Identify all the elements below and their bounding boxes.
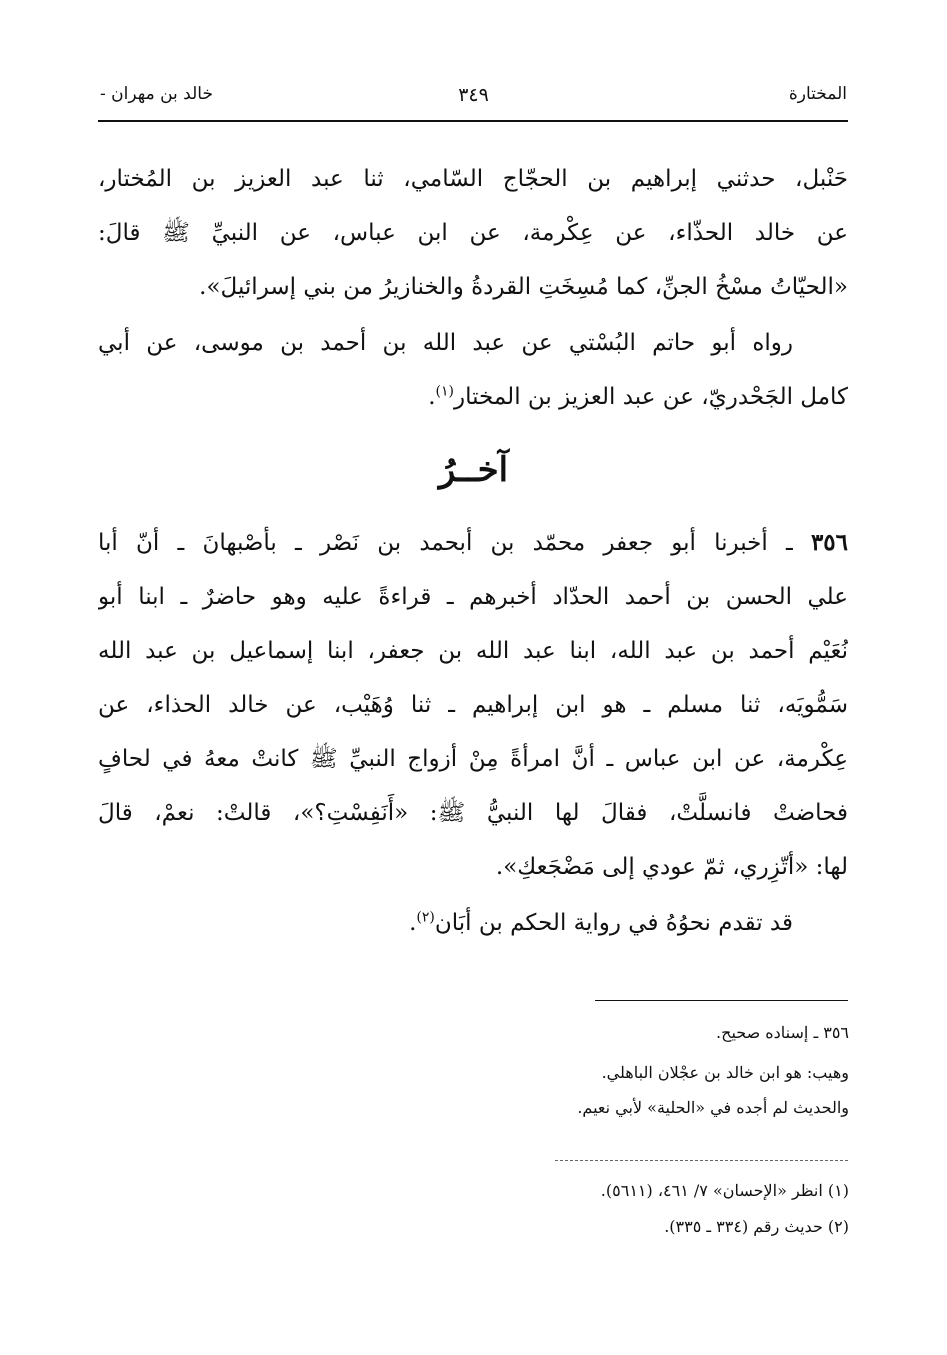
- footnote: (٢) حديث رقم (٣٣٤ ـ ٣٣٥).: [664, 1217, 849, 1236]
- footnotes-separator: [555, 1160, 848, 1161]
- footnote: (١) انظر «الإحسان» ٧/ ٤٦١، (٥٦١١).: [600, 1181, 849, 1200]
- text-line: «الحيّاتُ مسْخُ الجنِّ، كما مُسِخَتِ القردةُ والخنازيرُ من بني إسرائيلَ».: [199, 274, 848, 300]
- text-line: سَمُّويَه، ثنا مسلم ـ هو ابن إبراهيم ـ ثنا وُهَيْب، عن خالد الحذاء، عن: [98, 692, 848, 718]
- text-line: عن خالد الحذّاء، عن عِكْرمة، عن ابن عباس، عن النبيِّ ﷺ قالَ:: [98, 220, 848, 246]
- text-line: قد تقدم نحوُهُ في رواية الحكم بن أبَان$^{(٢)}$.: [409, 909, 793, 936]
- text-line: رواه أبو حاتم البُسْتي عن عبد الله بن أحمد بن موسى، عن أبي: [98, 330, 793, 356]
- text-line: ٣٥٦ ـ أخبرنا أبو جعفر محمّد بن أبحمد بن نَصْر ـ بأصْبهانَ ـ أنّ أبا: [98, 529, 848, 556]
- text-line: علي الحسن بن أحمد الحدّاد أخبرهم ـ قراءةً عليه وهو حاضرٌ ـ ابنا أبو: [98, 584, 848, 610]
- text-line: عِكْرمة، عن ابن عباس ـ أنَّ امرأةً مِنْ أزواج النبيِّ ﷺ كانتْ معهُ في لحافٍ: [98, 746, 848, 772]
- header-rule: [98, 120, 848, 122]
- hadith-paragraph: [98, 516, 848, 894]
- note-line: والحديث لم أجده في «الحلية» لأبي نعيم.: [577, 1098, 849, 1117]
- section-heading: آخــرُ: [438, 450, 509, 490]
- note-line: وهيب: هو ابن خالد بن عجْلان الباهلي.: [601, 1063, 849, 1082]
- notes-rule: [595, 1000, 848, 1001]
- footnote-ref: (٢): [416, 909, 435, 926]
- paragraph-1: [98, 152, 848, 314]
- book-title: المختارة: [788, 84, 847, 104]
- text-line: كامل الجَحْدريّ، عن عبد العزيز بن المختار$^{(١)}$.: [428, 383, 848, 410]
- text-line: لها: «أتّزِري، ثمّ عودي إلى مَضْجَعكِ».: [495, 854, 848, 880]
- paragraph-3: [98, 896, 848, 950]
- footnote-ref: (١): [435, 383, 454, 400]
- paragraph-2: [98, 316, 848, 424]
- chapter-title: خالد بن مهران -: [100, 84, 213, 104]
- page-number: ٣٤٩: [458, 84, 489, 106]
- hadith-number: ٣٥٦: [810, 529, 848, 556]
- text-line: فحاضتْ فانسلَّتْ، فقالَ لها النبيُّ ﷺ: «أَنَفِسْتِ؟»، قالتْ: نعمْ، قالَ: [98, 800, 848, 826]
- text-line: نُعَيْم أحمد بن عبد الله، ابنا عبد الله بن جعفر، ابنا إسماعيل بن عبد الله: [98, 638, 848, 664]
- running-header: [100, 84, 847, 114]
- note-line: ٣٥٦ ـ إسناده صحيح.: [716, 1023, 849, 1042]
- text-line: حَنْبل، حدثني إبراهيم بن الحجّاج السّامي، ثنا عبد العزيز بن المُختار،: [98, 166, 848, 192]
